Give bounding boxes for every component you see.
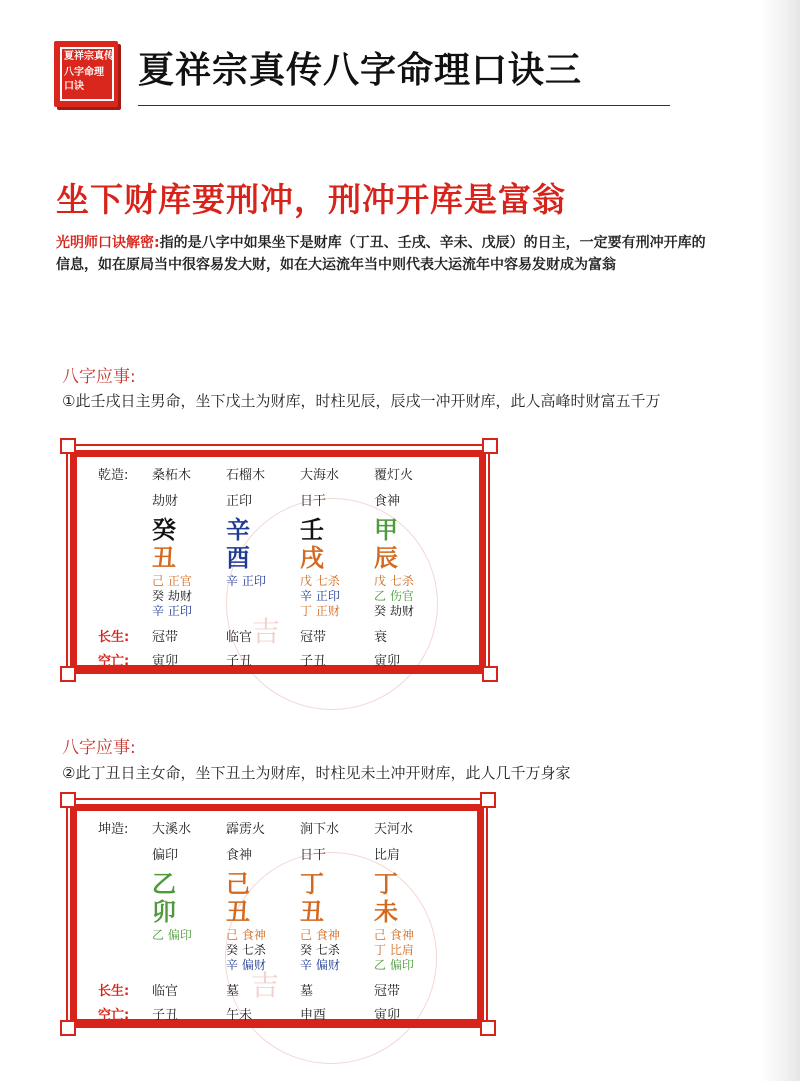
hidden-stem: 辛 偏财: [300, 958, 340, 972]
nayin-cell: 天河水: [374, 822, 414, 837]
nayin-cell: 桑柘木: [152, 468, 192, 483]
frame-corner: [60, 666, 76, 682]
hidden-stem: 辛 偏财: [226, 958, 266, 972]
heavenly-stem: 乙: [152, 870, 176, 898]
frame-corner: [60, 792, 76, 808]
kongwang-label: 空亡:: [98, 654, 130, 669]
page-edge-shadow: [760, 0, 800, 1081]
explanation-label: 光明师口诀解密:: [56, 235, 160, 251]
heavenly-stem: 己: [226, 870, 250, 898]
nayin-cell: 覆灯火: [374, 468, 414, 483]
frame-inner-border: [70, 450, 486, 672]
earthly-branch: 丑: [226, 898, 250, 926]
hidden-stem: 辛 正印: [152, 604, 192, 618]
hidden-stem: 己 正官: [152, 574, 192, 588]
hidden-stem: 丁 正财: [300, 604, 340, 618]
earthly-branch: 丑: [152, 544, 176, 572]
ten-god-cell: 食神: [374, 494, 401, 509]
changsheng-cell: 冠带: [152, 630, 179, 645]
frame-inner-border: [70, 804, 484, 1026]
watermark-char: 吉: [250, 969, 279, 1002]
changsheng-cell: 临官: [152, 984, 179, 999]
frame-corner: [482, 666, 498, 682]
kongwang-cell: 寅卯: [374, 654, 401, 669]
hidden-stem: 乙 伤官: [374, 589, 414, 603]
kongwang-cell: 子丑: [300, 654, 327, 669]
changsheng-label: 长生:: [98, 630, 130, 645]
heavenly-stem: 壬: [300, 516, 324, 544]
kongwang-cell: 申酉: [300, 1008, 327, 1023]
earthly-branch: 丑: [300, 898, 324, 926]
heavenly-stem: 辛: [226, 516, 250, 544]
ten-god-cell: 偏印: [152, 848, 179, 863]
kongwang-cell: 寅卯: [152, 654, 179, 669]
ten-god-cell: 日干: [300, 494, 327, 509]
frame-corner: [480, 1020, 496, 1036]
hidden-stem: 戊 七杀: [300, 574, 340, 588]
nayin-cell: 霹雳火: [226, 822, 266, 837]
hidden-stem: 癸 七杀: [300, 943, 340, 957]
ten-god-cell: 日干: [300, 848, 327, 863]
example-1-title: 八字应事:: [62, 367, 136, 387]
nayin-cell: 石榴木: [226, 468, 266, 483]
logo-text-1: 夏祥宗真传: [64, 51, 114, 62]
headline: 坐下财库要刑冲，刑冲开库是富翁: [56, 180, 566, 219]
ten-god-cell: 比肩: [374, 848, 401, 863]
heavenly-stem: 丁: [374, 870, 398, 898]
kongwang-cell: 子丑: [152, 1008, 179, 1023]
ten-god-cell: 正印: [226, 494, 253, 509]
earthly-branch: 酉: [226, 544, 250, 572]
changsheng-cell: 冠带: [300, 630, 327, 645]
bazi-chart-1: [60, 438, 496, 680]
earthly-branch: 戌: [300, 544, 324, 572]
kongwang-cell: 午未: [226, 1008, 253, 1023]
frame-corner: [60, 438, 76, 454]
explanation-text: 指的是八字中如果坐下是财库（丁丑、壬戌、辛未、戊辰）的日主，一定要有刑冲开库的信息，如在原局当中很容易发大财，如在大运流年当中则代表大运流年中容易发财成为富翁: [56, 235, 706, 273]
kongwang-cell: 子丑: [226, 654, 253, 669]
changsheng-cell: 墓: [300, 984, 314, 999]
changsheng-cell: 冠带: [374, 984, 401, 999]
nayin-cell: 大海水: [300, 468, 340, 483]
heavenly-stem: 丁: [300, 870, 324, 898]
hidden-stem: 己 食神: [300, 928, 340, 942]
page-title: 夏祥宗真传八字命理口诀三: [138, 50, 583, 91]
changsheng-cell: 临官: [226, 630, 253, 645]
hidden-stem: 癸 劫财: [152, 589, 192, 603]
earthly-branch: 辰: [374, 544, 398, 572]
hidden-stem: 乙 偏印: [374, 958, 414, 972]
hidden-stem: 辛 正印: [300, 589, 340, 603]
example-2-title: 八字应事:: [62, 738, 136, 758]
kongwang-cell: 寅卯: [374, 1008, 401, 1023]
kongwang-label: 空亡:: [98, 1008, 130, 1023]
hidden-stem: 戊 七杀: [374, 574, 414, 588]
title-underline: [138, 105, 670, 106]
hidden-stem: 丁 比肩: [374, 943, 414, 957]
heavenly-stem: 甲: [374, 516, 398, 544]
changsheng-cell: 墓: [226, 984, 240, 999]
watermark-char: 吉: [251, 615, 280, 648]
example-1-description: ①此壬戌日主男命，坐下戊土为财库，时柱见辰，辰戌一冲开财库，此人高峰时财富五千万: [62, 392, 661, 410]
nayin-cell: 涧下水: [300, 822, 340, 837]
changsheng-cell: 衰: [374, 630, 388, 645]
gender-label: 乾造:: [98, 468, 129, 483]
hidden-stem: 癸 劫财: [374, 604, 414, 618]
ten-god-cell: 劫财: [152, 494, 179, 509]
ten-god-cell: 食神: [226, 848, 253, 863]
logo-text-2: 八字命理: [64, 67, 104, 78]
hidden-stem: 辛 正印: [226, 574, 266, 588]
frame-corner: [60, 1020, 76, 1036]
logo-text-3: 口诀: [64, 81, 84, 92]
earthly-branch: 卯: [152, 898, 176, 926]
hidden-stem: 癸 七杀: [226, 943, 266, 957]
explanation-paragraph: [56, 232, 716, 276]
hidden-stem: 己 食神: [374, 928, 414, 942]
heavenly-stem: 癸: [152, 516, 176, 544]
hidden-stem: 己 食神: [226, 928, 266, 942]
hidden-stem: 乙 偏印: [152, 928, 192, 942]
frame-corner: [482, 438, 498, 454]
book-logo: [54, 41, 118, 107]
gender-label: 坤造:: [98, 822, 129, 837]
frame-corner: [480, 792, 496, 808]
bazi-chart-2: [60, 792, 494, 1034]
earthly-branch: 未: [374, 898, 398, 926]
nayin-cell: 大溪水: [152, 822, 192, 837]
changsheng-label: 长生:: [98, 984, 130, 999]
example-2-description: ②此丁丑日主女命，坐下丑土为财库，时柱见未土冲开财库，此人几千万身家: [62, 764, 571, 782]
